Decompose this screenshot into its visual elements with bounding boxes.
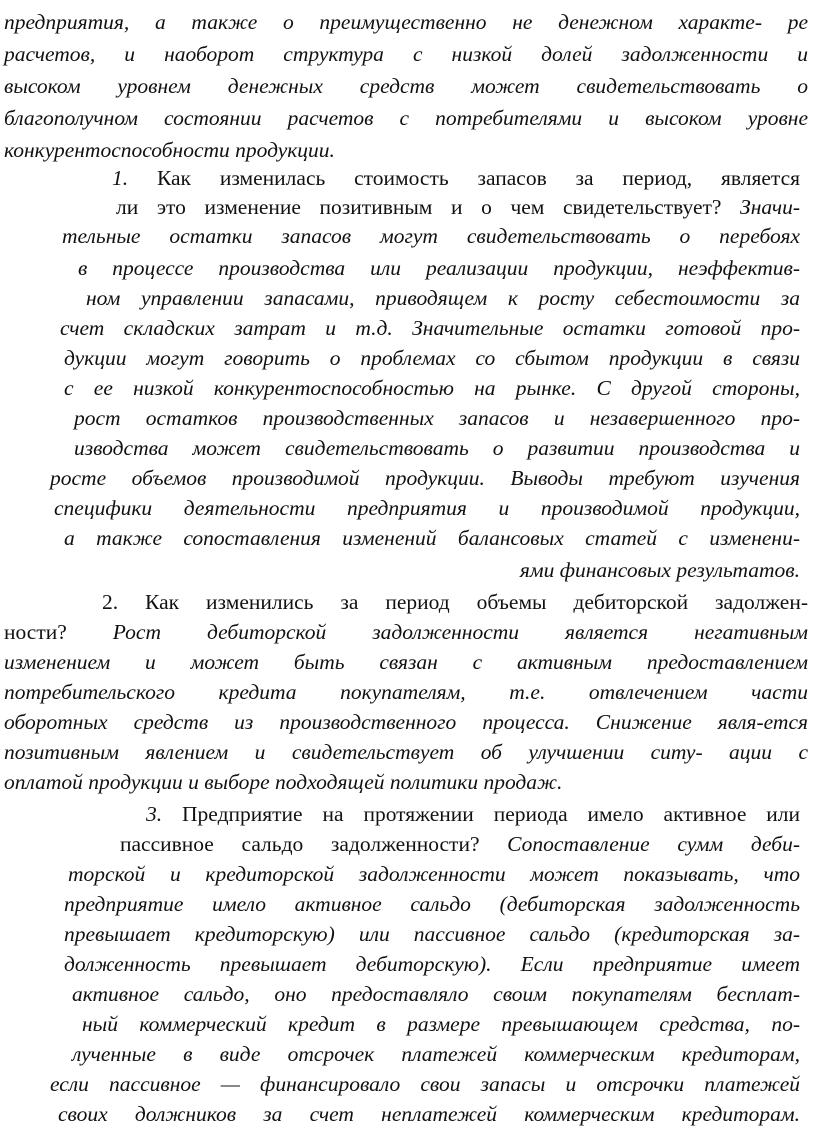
- answer-3-line-3: превышает кредиторскую) или пассивное сальдо (кредиторская за-: [64, 922, 800, 946]
- answer-2-line-3: оборотных средств из производственного процесса. Снижение явля-ется: [4, 710, 808, 734]
- question-1-number: 1.: [112, 166, 129, 190]
- answer-1-head: Значи-: [740, 195, 800, 219]
- answer-3-line-9: своих должников за счет неплатежей коммерческим кредиторам.: [58, 1102, 800, 1126]
- answer-2-line-1: изменением и может быть связан с активным предоставлением: [4, 650, 808, 674]
- question-1-line-2: [116, 193, 800, 221]
- answer-1-line-12: ями финансовых результатов.: [519, 558, 800, 582]
- question-3-text-1: Предприятие на протяжении периода имело активное или: [182, 802, 800, 826]
- answer-2-line-5: оплатой продукции и выборе подходящей политики продаж.: [4, 770, 563, 794]
- answer-1-line-11: а также сопоставления изменений балансовых статей с изменени-: [64, 526, 800, 550]
- question-3-text-2: пассивное сальдо задолженности?: [120, 832, 480, 856]
- answer-1-line-5: дукции могут говорить о проблемах со сбытом продукции в связи: [64, 346, 800, 370]
- answer-3-line-7: лученные в виде отсрочек платежей коммерческим кредиторам,: [72, 1042, 800, 1066]
- answer-3-line-2: предприятие имело активное сальдо (дебиторская задолженность: [64, 892, 800, 916]
- intro-line-3: высоком уровнем денежных средств может свидетельствовать о: [4, 74, 808, 98]
- answer-1-line-2: в процессе производства или реализации продукции, неэффектив-: [78, 256, 800, 280]
- intro-line-4: благополучном состоянии расчетов с потребителями и высоком уровне: [4, 106, 808, 130]
- question-2-text-2: ности?: [4, 620, 67, 644]
- answer-1-line-10: специфики деятельности предприятия и производимой продукции,: [54, 496, 800, 520]
- answer-2-line-2: потребительского кредита покупателям, т.е. отвлечением части: [4, 680, 808, 704]
- answer-1-line-7: рост остатков производственных запасов и незавершенного про-: [74, 406, 800, 430]
- answer-3-line-4: долженность превышает дебиторскую). Если предприятие имеет: [64, 952, 800, 976]
- intro-line-2: расчетов, и наоборот структура с низкой долей задолженности и: [4, 42, 808, 66]
- intro-line-1: предприятия, а также о преимущественно не денежном характе- ре: [4, 10, 808, 34]
- question-2-line-1: 2. Как изменились за период объемы дебиторской задолжен-: [102, 590, 808, 614]
- answer-3-line-6: ный коммерческий кредит в размере превышающем средства, по-: [82, 1012, 800, 1036]
- answer-1-line-8: изводства может свидетельствовать о развитии производства и: [74, 436, 800, 460]
- question-1-text-2: ли это изменение позитивным и о чем свидетельствует?: [116, 195, 722, 219]
- answer-3-line-1: торской и кредиторской задолженности может показывать, что: [68, 862, 800, 886]
- answer-2-head: Рост дебиторской задолженности является негативным: [112, 620, 808, 644]
- answer-1-line-4: счет складских затрат и т.д. Значительные остатки готовой про-: [60, 316, 800, 340]
- answer-1-line-3: ном управлении запасами, приводящем к росту себестоимости за: [86, 286, 800, 310]
- answer-3-line-8: если пассивное — финансировало свои запасы и отсрочки платежей: [50, 1072, 800, 1096]
- answer-3-line-5: активное сальдо, оно предоставляло своим покупателям бесплат-: [72, 982, 800, 1006]
- question-1-line-1: [112, 164, 800, 192]
- answer-2-line-4: позитивным явлением и свидетельствует об улучшении ситу- ации с: [4, 740, 808, 764]
- question-3-line-2: [120, 830, 800, 858]
- answer-3-head: Сопоставление сумм деби-: [507, 832, 800, 856]
- answer-1-line-1: тельные остатки запасов могут свидетельствовать о перебоях: [62, 224, 800, 248]
- question-1-text-1: Как изменилась стоимость запасов за период, является: [156, 166, 800, 190]
- intro-line-5: конкурентоспособности продукции.: [4, 138, 335, 162]
- question-3-number: 3.: [146, 802, 163, 826]
- question-3-line-1: [146, 800, 800, 828]
- answer-1-line-9: росте объемов производимой продукции. Выводы требуют изучения: [50, 466, 800, 490]
- answer-1-line-6: с ее низкой конкурентоспособностью на рынке. С другой стороны,: [64, 376, 800, 400]
- question-2-line-2: [4, 618, 808, 646]
